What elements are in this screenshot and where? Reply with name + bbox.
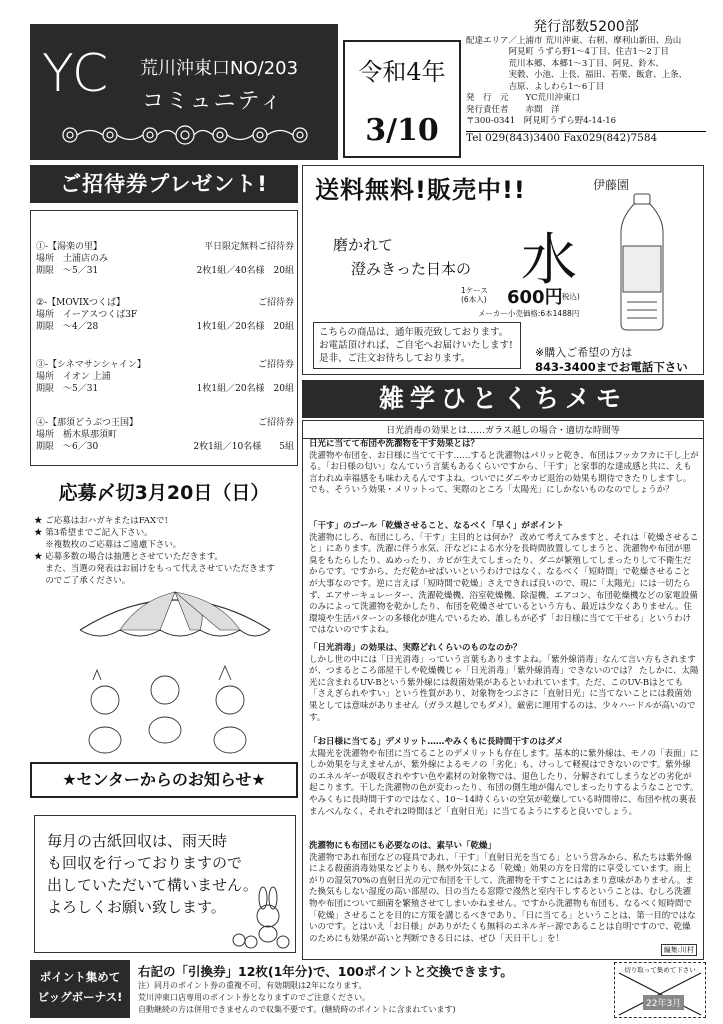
center-notice-banner: ★センターからのお知らせ★ bbox=[30, 762, 298, 798]
bunny-strawberry-icon bbox=[225, 886, 295, 950]
section-heading: 「日光消毒」の効果は、実際どれくらいのものなのか？ bbox=[309, 643, 522, 653]
invitation-type: ご招待券 bbox=[257, 298, 294, 308]
trivia-section bbox=[309, 521, 699, 637]
invitation-list bbox=[30, 210, 298, 466]
rose-ornament-icon bbox=[50, 122, 320, 148]
ad-call-tel: 843-3400までお電話下さい bbox=[535, 360, 688, 374]
invitation-deadline: 期限 〜4／28 bbox=[36, 322, 99, 332]
invitation-deadline: 期限 〜5／31 bbox=[36, 384, 99, 394]
ad-call-line: ※購入ご希望の方は bbox=[535, 346, 633, 359]
invitation-count: 1枚1組／20名様 20組 bbox=[196, 322, 294, 332]
masthead-logo: YC bbox=[42, 44, 110, 104]
masthead bbox=[30, 24, 338, 160]
points-footer bbox=[30, 960, 706, 1018]
invitation-place: 場所 土浦店のみ bbox=[36, 254, 109, 264]
list-item bbox=[36, 297, 294, 333]
water-bottle-icon bbox=[607, 192, 677, 332]
issuer: 発 行 元 YC荒川沖東口 bbox=[466, 93, 580, 103]
invitation-title: ④-【那須どうぶつ王国】 bbox=[36, 418, 139, 428]
trivia-section bbox=[309, 841, 699, 945]
list-item bbox=[36, 417, 294, 453]
responsible: 発行責任者 赤間 洋 bbox=[466, 104, 560, 115]
invitation-banner: ご招待券プレゼント! bbox=[30, 165, 298, 203]
invitation-deadline: 期限 〜5／31 bbox=[36, 266, 99, 276]
ad-note-line: こちらの商品は、通年販売致しております。 bbox=[319, 327, 509, 338]
list-item bbox=[36, 241, 294, 277]
notice-line: よろしくお願い致します。 bbox=[47, 898, 226, 916]
points-badge bbox=[30, 960, 130, 1018]
points-main-text: 右記の「引換券」12枚(1年分)で、100ポイントと交換できます。 bbox=[138, 964, 513, 979]
ad-price: 600円 bbox=[507, 287, 563, 308]
ad-tagline: 澄みきった日本の bbox=[351, 260, 472, 278]
ad-note bbox=[313, 322, 521, 369]
ad-maker-price: メーカー小売価格:6本1488円 bbox=[478, 309, 580, 318]
publisher-info bbox=[466, 19, 706, 160]
center-notice-box bbox=[34, 815, 296, 953]
area-line: 配達エリア／上浦市 荒川沖東、右籾、摩利山新田、烏山 bbox=[466, 35, 682, 46]
fine-print-line: 自動継続の方は併用できませんので収集不要です。(継続時のポイントに含まれています) bbox=[138, 1005, 456, 1014]
section-body: 太陽光を洗濯物や布団に当てることのデメリットも存在します。基本的に紫外線は、モノの「表面」にしか効果を与えませんが、紫外線によるモノの「劣化」も、けっして軽視はできないのです。紫外線のエネルギーが吸収されやすい色や素材の対象物では、退色したり、分解されてしまうなどの劣化が起こります。干した洗濯物の色が変わったり、布団の側生地が傷んでしまったりするようなことです。やみくもに長時間干すのではなく、10〜14時くらいの空気が乾燥している時間帯に、布団や枕の裏表まんべんなく、それぞれ2時間ほど「直射日光」に当てるようにすると良いでしょう。 bbox=[309, 748, 699, 817]
trivia-subtitle: 日光消毒の効果とは……ガラス越しの場合・適切な時間等 bbox=[303, 423, 703, 439]
invitation-type: ご招待券 bbox=[257, 360, 294, 370]
ad-case bbox=[461, 286, 488, 304]
ad-brand: 伊藤園 bbox=[593, 178, 630, 192]
badge-line: ポイント集めて bbox=[39, 970, 121, 984]
issue-era: 令和4年 bbox=[358, 58, 446, 86]
application-notes bbox=[34, 515, 296, 587]
section-body: 洗濯物にしろ、布団にしろ、「干す」主目的とは何か？ 改めて考えてみますと、それは「乾燥させること」にあります。洗濯に伴う水気、汗などによる水分を長時間放置してしまうと、洗濯物や布団が悪臭をもたらしたり、ぬめったり、カビが生えてしまったり、ダニが繁殖してしまったりして不衛生だからです。ですから、ただ乾かせばいいというわけではなく、なるべく「短時間」で乾燥させることが大事なのです。逆に言えば「短時間で乾燥」さえできれば良いので、現に「太陽光」には一切たらず、エアサーキュレーター、洗濯乾燥機、浴室乾燥機、除湿機、エアコン、布団乾燥機などの家電設備のみによって洗濯物を乾かしたり、布団を乾燥させているという方も、最近は少なくありません。住環境や生活パターンの多様化が進んでいるため、誰しもが必ず「お日様に当てて干せる」というわけではないのですよね。 bbox=[309, 532, 699, 636]
section-body: 洗濯物であれ布団などの寝具であれ、「干す」「直射日光を当てる」という営みから、私たちは紫外線による殺菌消毒効果などよりも、熱や外気による「乾燥」効果の方を日常的に享受しています。雨上がりの湿気70%の直射日光の元で布団を干して、洗濯物を干すことにはあまり意味がありません。また換気もしない湿度の高い部屋の、日の当たる窓際で漫然と室内干しするということは、むしろ洗濯物や布団について細菌を繁殖させてしまいかねません。ですから洗濯物も布団も、なるべく短時間で「乾燥」させることを目的に方策を講じるべきであり、「日に当てる」ということは、第一目的ではないのです。とはいえ「お日様」がありがたくも無料のエネルギー源であることは自明ですので、乾燥のためにも効果が高いと判断できる日には、ぜひ「天日干し」を！ bbox=[309, 852, 696, 944]
ad-case-detail: (6本入) bbox=[461, 295, 487, 304]
note-line: また、当選の発表はお届けをもって代えさせていただきます bbox=[34, 564, 275, 574]
masthead-line1: 荒川沖東口NO/203 bbox=[140, 58, 299, 79]
invitation-title: ③-【シネマサンシャイン】 bbox=[36, 360, 146, 370]
ad-tagline: 磨かれて bbox=[333, 236, 394, 254]
ad-note-line: 是非、ご注文お待ちしております。 bbox=[319, 353, 471, 364]
ad-case-label: 1ケース bbox=[461, 286, 488, 295]
invitation-count: 1枚1組／20名様 20組 bbox=[196, 384, 294, 394]
invitation-title: ②-【MOVIXつくば】 bbox=[36, 298, 126, 308]
invitation-type: 平日限定無料ご招待券 bbox=[203, 242, 294, 252]
address: 〒300-0341 阿見町うずら野4-14-16 bbox=[466, 116, 617, 126]
issue-date: 3/10 bbox=[365, 113, 439, 148]
fine-print-line: 注）同月のポイント券の重複不可、有効期限は2年になります。 bbox=[138, 981, 367, 990]
ad-headline: 送料無料!販売中!! bbox=[315, 176, 526, 204]
invitation-place: 場所 イーアスつくば3F bbox=[36, 310, 138, 320]
points-fine-print bbox=[138, 980, 598, 1016]
note-line: ★ 第3希望までご記入下さい。 bbox=[34, 528, 153, 538]
masthead-line2: コミュニティ bbox=[142, 89, 284, 114]
note-line: ★ ご応募はおハガキまたはFAXで! bbox=[34, 516, 168, 526]
invitation-count: 2枚1組／10名様 5組 bbox=[193, 442, 294, 452]
fine-print-line: 荒川沖東口店専用のポイント券となりますのでご注意ください。 bbox=[138, 993, 370, 1002]
section-heading: 洗濯物にも布団にも必要なのは、素早い「乾燥」 bbox=[309, 841, 497, 851]
invitation-deadline: 期限 〜6／30 bbox=[36, 442, 99, 452]
application-deadline: 応募〆切3月20日（日） bbox=[58, 482, 270, 504]
section-heading: 日光に当てて布団や洗濯物を干す効果とは？ bbox=[309, 439, 480, 449]
area-line: 吉原、よしわら1〜6丁目 bbox=[466, 81, 605, 92]
coupon-stamp: 22年3月 bbox=[643, 995, 684, 1010]
issue-date-box bbox=[343, 40, 461, 158]
note-line: ※複数枚のご応募はご遠慮下さい。 bbox=[34, 540, 182, 550]
circus-illustration bbox=[60, 580, 290, 760]
area-line: 実穀、小池、上長、福田、若栗、飯倉、上条、 bbox=[466, 70, 688, 80]
tel-fax: Tel 029(843)3400 Fax029(842)7584 bbox=[466, 131, 706, 145]
list-item bbox=[36, 359, 294, 395]
section-heading: 「干す」のゴール「乾燥させること、なるべく「早く」がポイント bbox=[309, 521, 564, 531]
section-body: 洗濯物や布団を、お日様に当てて干す……すると洗濯物はパリッと乾き、布団はフッカフカに干し上がる。「お日様の匂い」なんていう言葉もあるくらいですから、「干す」と家事的な達成感と共に、えも言われぬ幸福感をも味わえるんですよね。ついでにダニやカビ退治の効果も期待できたりしますし。でも、そういう効果・メリットって、実際のところ「太陽光」にしかないものなのでしょうか？ bbox=[309, 450, 699, 496]
trivia-section bbox=[309, 737, 699, 818]
point-coupon[interactable] bbox=[614, 962, 706, 1018]
notice-line: 毎月の古紙回収は、雨天時 bbox=[47, 832, 228, 850]
area-line: 阿見町 うずら野1〜4丁目、住吉1〜2丁目 bbox=[466, 47, 669, 57]
trivia-body bbox=[302, 420, 704, 960]
water-ad bbox=[302, 165, 704, 375]
trivia-banner: 雑学ひとくちメモ bbox=[302, 380, 704, 418]
notice-line: 出していただいて構いません。 bbox=[47, 876, 258, 894]
invitation-place: 場所 イオン 上浦 bbox=[36, 372, 111, 382]
badge-line: ビッグボーナス! bbox=[37, 990, 123, 1004]
note-line: ★ 応募多数の場合は抽選とさせていただきます。 bbox=[34, 552, 224, 562]
note-line: のでご了承ください。 bbox=[34, 576, 131, 586]
invitation-type: ご招待券 bbox=[257, 418, 294, 428]
ad-note-line: お電話頂ければ、ご自宅へお届けいたします! bbox=[319, 340, 513, 351]
notice-line: も回収を行っておりますので bbox=[47, 854, 243, 872]
area-line: 荒川本郷、本郷1〜3丁目、阿見、鈴木、 bbox=[466, 58, 664, 69]
circulation: 発行部数5200部 bbox=[533, 19, 639, 35]
coupon-title: 切り取って集めて下さい bbox=[624, 966, 696, 974]
editor-credit: 編集:川村 bbox=[661, 944, 697, 956]
ad-tax: (税込) bbox=[559, 292, 580, 301]
ad-product-char: 水 bbox=[521, 228, 577, 293]
invitation-place: 場所 栃木県那須町 bbox=[36, 430, 118, 440]
invitation-count: 2枚1組／40名様 20組 bbox=[196, 266, 294, 276]
invitation-title: ①-【湯楽の里】 bbox=[36, 242, 103, 252]
trivia-section bbox=[309, 643, 699, 724]
ad-call bbox=[535, 346, 688, 374]
section-body: しかし世の中には「日光消毒」っていう言葉もありますよね。「紫外線消毒」なんて言い方もされますが、つまるところ部屋干しや乾燥機じゃ「日光消毒」「紫外線消毒」できないのでは？ たしかに、太陽光に含まれるUV-Bという紫外線には殺菌効果があるといわれています。ただ、このUV-Bはとても「さえぎられやすい」という性質があり、対象物をつぶさに「直射日光」に当てないことには殺菌効果としては意味がありません（ガラス越しでもダメ）。厳密に運用するのは、少々ハードルが高いのです。 bbox=[309, 654, 699, 723]
trivia-section bbox=[309, 439, 699, 497]
section-heading: 「お日様に当てる」デメリット……やみくもに長時間干すのはダメ bbox=[309, 737, 564, 747]
